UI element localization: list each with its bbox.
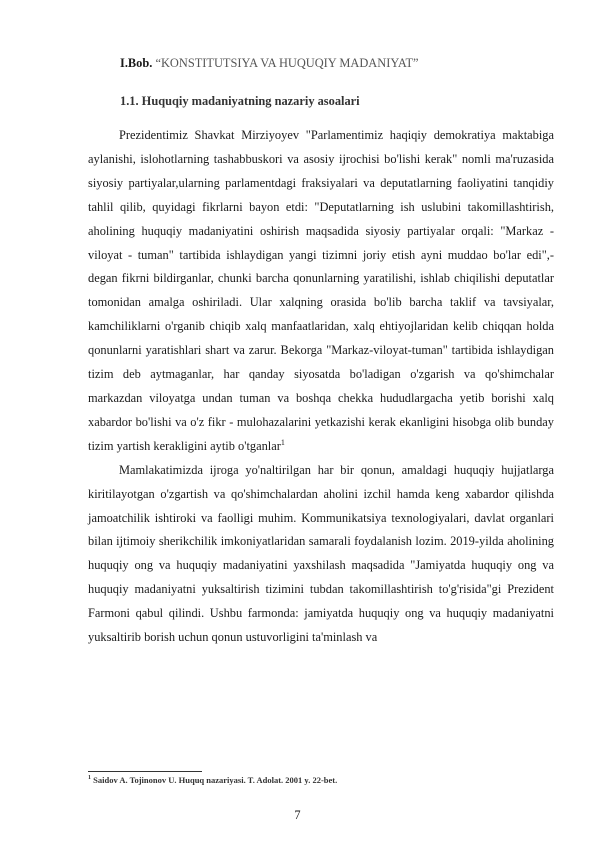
paragraph-2-text: Mamlakatimizda ijroga yo'naltirilgan har bir qonun, amaldagi huquqiy hujjatlarga kiritilayotgan o'zgartish va qo'shimchalardan aholini izchil hamda keng xabardor qilishda jamoatchilik ishtiroki va faolligi muhim. Kommunikatsiya texnologiyalari, davlat organlari bilan ijtimoiy sherikchilik imkoniyatlaridan samarali foydalanish lozim. 2019-yilda aholining huquqiy ong va huquqiy madaniyatini yaxshilash maqsadida "Jamiyatda huquqiy ong va huquqiy madaniyatni yuksaltirish tizimini tubdan takomillashtirish to'g'risida"gi Prezident Farmoni qabul qilindi. Ushbu farmonda: jamiyatda huquqiy ong va huquqiy madaniyatni yuksaltirib borish uchun qonun ustuvorligini ta'minlash va [88,462,554,645]
footnote-text: Saidov A. Tojinonov U. Huquq nazariyasi. T. Adolat. 2001 y. 22-bet. [91,775,338,785]
paragraph-1-text: Prezidentimiz Shavkat Mirziyoyev "Parlamentimiz haqiqiy demokratiya maktabiga aylanishi, islohotlarning tashabbuskori va asosiy ijrochisi bo'lishi kerak" nomli ma'ruzasida siyosiy partiyalar,ularning parlamentdagi fraksiyalari va deputatlarning faoliyatini tanqidiy tahlil qilib, quyidagi fikrlarni bayon etdi: "Deputatlarning ish uslubini takomillashtirish, aholining huquqiy madaniyatini oshirish maqsadida siyosiy partiyalar orqali: "Markaz - viloyat - tuman" tartibida ishlaydigan yangi tizimni joriy etish ayni muddao bo'lar edi",- degan fikrni bildirganlar, chunki barcha qonunlarning yaratilishi, ishlab chiqilishi deputatlar tomonidan amalga oshiriladi. Ular xalqning orasida bo'lib barcha taklif va tavsiyalar, kamchiliklarni o'rganib chiqib xalq manfaatlaridan, xalq ehtiyojlaridan kelib chiqqan holda qonunlarni yaratishlari shart va zarur. Bekorga "Markaz-viloyat-tuman" tartibida ishlaydigan tizim deb aytmaganlar, har qanday siyosatda bo'ladigan o'zgarish va qo'shimchalar markazdan viloyatga undan tuman va boshqa chekka hududlargacha yetib borishi xalq xabardor bo'lishi va o'z fikr - mulohazalarini yetkazishi kerak ekanligini hisobga olib bunday tizim yartish kerakligini aytib o'tganlar [88,128,554,453]
footnote-marker: 1 [88,775,91,782]
footnote-reference: 1 [280,437,285,447]
chapter-heading [120,56,419,71]
section-title: 1.1. Huquqiy madaniyatning nazariy asoalari [120,94,360,108]
paragraph-2 [88,459,554,650]
footnote-divider [88,771,202,772]
chapter-title: “KONSTITUTSIYA VA HUQUQIY MADANIYAT” [155,56,419,70]
paragraph-1 [88,124,554,459]
page-number: 7 [294,808,301,822]
chapter-number: I.Bob. [120,56,153,70]
footnote [88,775,337,785]
body-text [88,124,554,650]
